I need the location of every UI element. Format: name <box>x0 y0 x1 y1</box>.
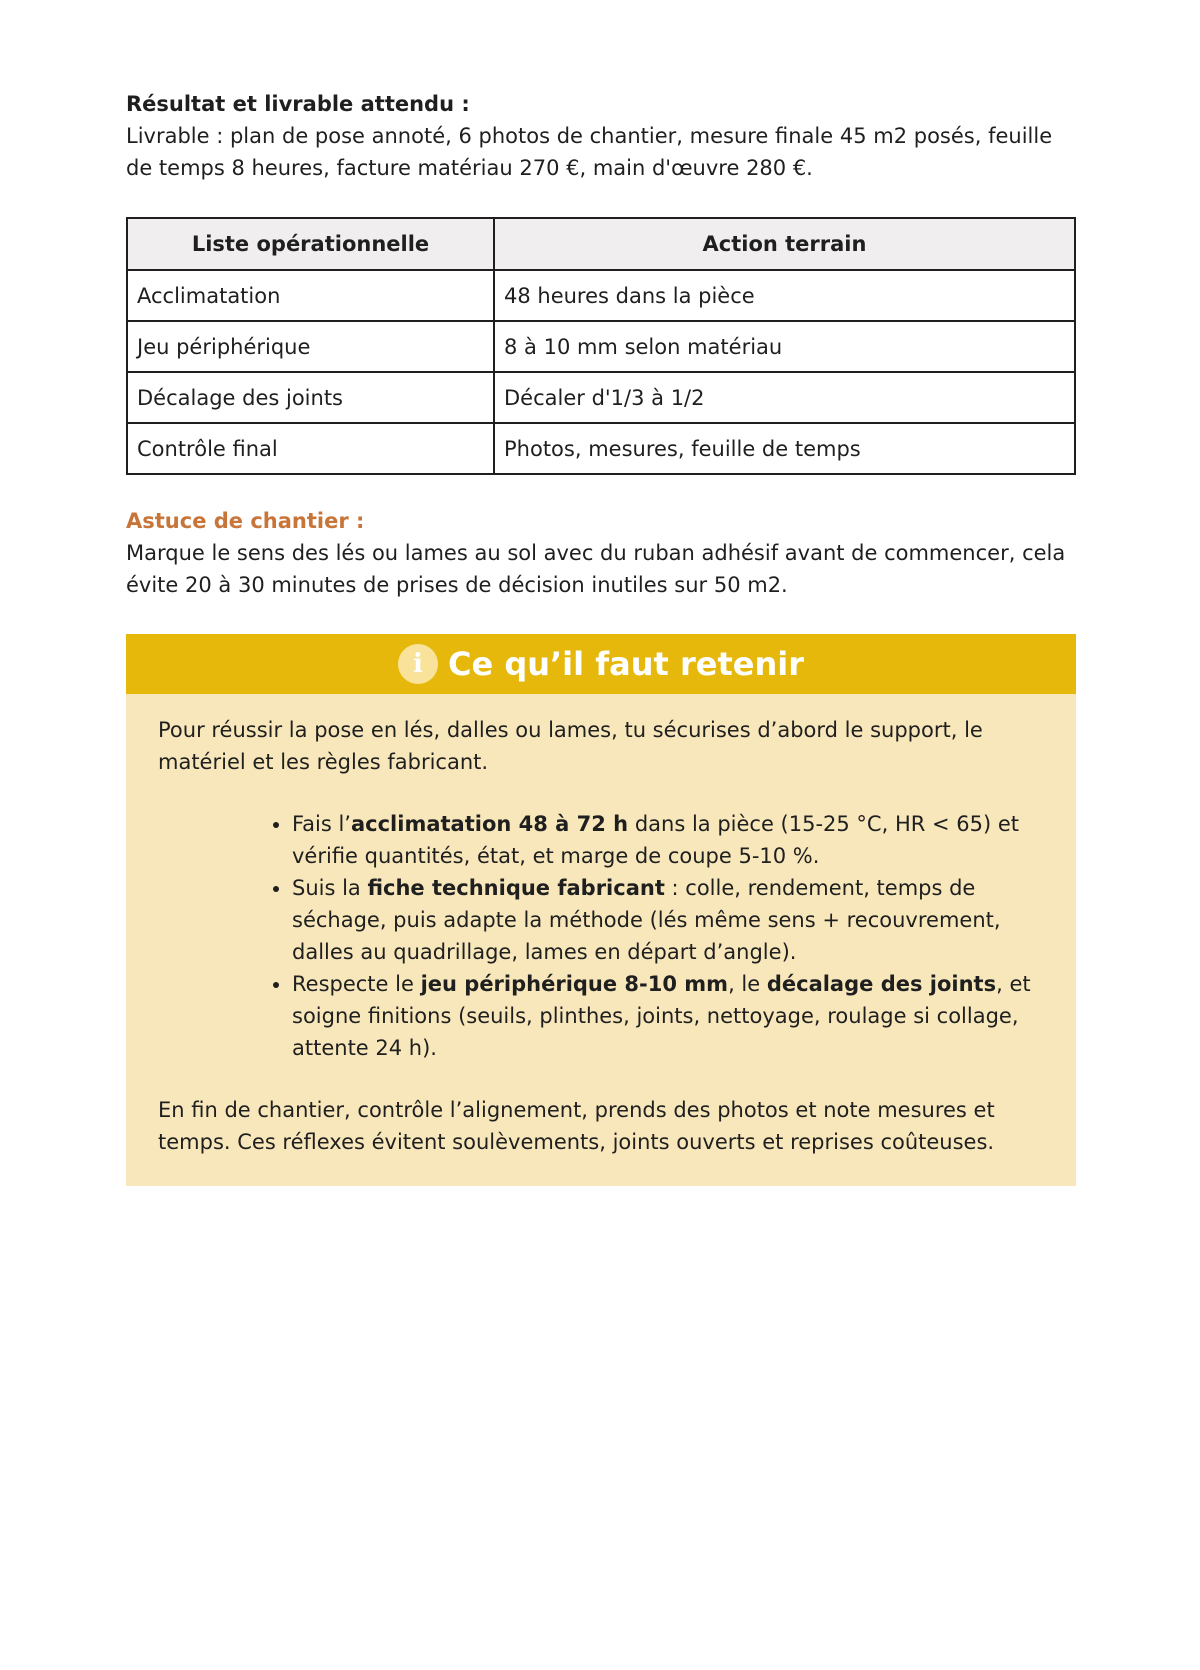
bold-term: décalage des joints <box>766 972 997 996</box>
result-text: Livrable : plan de pose annoté, 6 photos de chantier, mesure finale 45 m2 posés, feuille de temps 8 heures, facture matériau 270 €, main d'œuvre 280 €. <box>126 124 1053 180</box>
table-cell: 48 heures dans la pièce <box>494 270 1075 321</box>
operations-table <box>126 217 1076 475</box>
key-takeaways-intro: Pour réussir la pose en lés, dalles ou lames, tu sécurises d’abord le support, le matériel et les règles fabricant. <box>158 718 983 774</box>
key-takeaways-body <box>126 694 1076 1186</box>
list-item: • Fais l’acclimatation 48 à 72 h dans la pièce (15-25 °C, HR < 65) et vérifie quantités, état, et marge de coupe 5-10 %. <box>292 808 1044 872</box>
table-row <box>127 423 1075 474</box>
key-takeaways-conclusion: En fin de chantier, contrôle l’alignement, prends des photos et note mesures et temps. Ces réflexes évitent soulèvements, joints ouverts et reprises coûteuses. <box>158 1098 995 1154</box>
key-takeaways-title: Ce qu’il faut retenir <box>448 645 804 683</box>
table-row <box>127 270 1075 321</box>
table-header-row <box>127 218 1075 270</box>
bold-term: jeu périphérique 8-10 mm <box>420 972 729 996</box>
table-row <box>127 372 1075 423</box>
info-icon: i <box>398 644 438 684</box>
table-cell: Photos, mesures, feuille de temps <box>494 423 1075 474</box>
key-takeaways-box <box>126 634 1076 1186</box>
table-header-cell: Liste opérationnelle <box>127 218 494 270</box>
tip-heading: Astuce de chantier : <box>126 509 365 533</box>
list-item: • Suis la fiche technique fabricant : colle, rendement, temps de séchage, puis adapte la méthode (lés même sens + recouvrement, dalles au quadrillage, lames en départ d’angle). <box>292 872 1044 968</box>
table-cell: Acclimatation <box>127 270 494 321</box>
table-header-cell: Action terrain <box>494 218 1075 270</box>
table-cell: Contrôle final <box>127 423 494 474</box>
tip-text: Marque le sens des lés ou lames au sol avec du ruban adhésif avant de commencer, cela évite 20 à 30 minutes de prises de décision inutiles sur 50 m2. <box>126 541 1066 597</box>
result-heading: Résultat et livrable attendu : <box>126 92 470 116</box>
bold-term: acclimatation 48 à 72 h <box>350 812 629 836</box>
bold-term: fiche technique fabricant <box>367 876 665 900</box>
key-takeaways-header <box>126 634 1076 694</box>
key-takeaways-list <box>158 808 1044 1064</box>
table-cell: 8 à 10 mm selon matériau <box>494 321 1075 372</box>
table-cell: Jeu périphérique <box>127 321 494 372</box>
list-item: • Respecte le jeu périphérique 8-10 mm, le décalage des joints, et soigne finitions (seuils, plinthes, joints, nettoyage, roulage si collage, attente 24 h). <box>292 968 1044 1064</box>
table-row <box>127 321 1075 372</box>
table-cell: Décaler d'1/3 à 1/2 <box>494 372 1075 423</box>
document-page <box>126 88 1076 1186</box>
table-cell: Décalage des joints <box>127 372 494 423</box>
